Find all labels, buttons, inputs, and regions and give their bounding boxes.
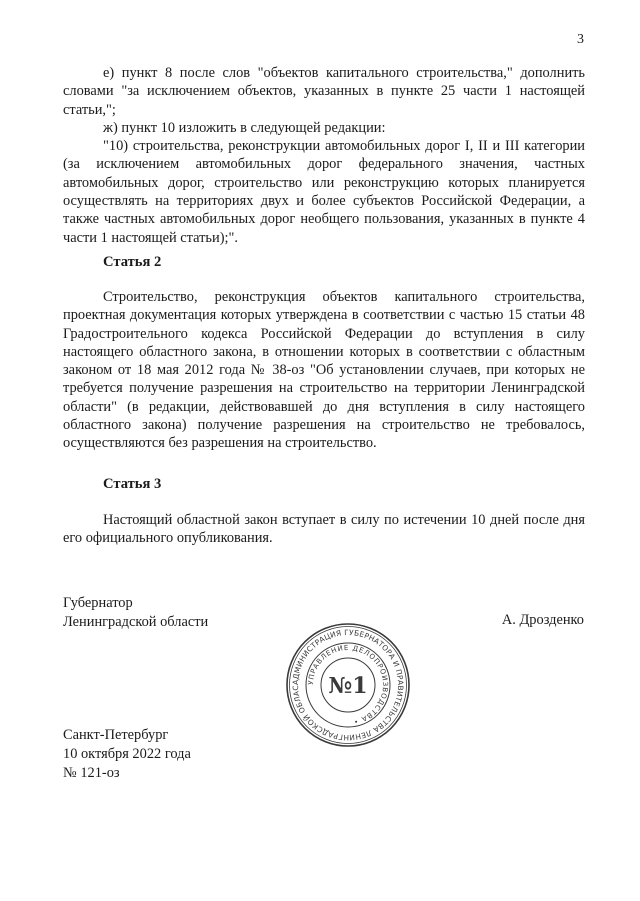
- amendment-zh-text: "10) строительства, реконструкции автомобильных дорог I, II и III категории (за исключением автомобильных дорог федерального значения, частных автомобильных дорог, строительство или реконструкцию которых планируется осуществлять на территориях двух и более субъектов Российской Федерации, а также частных автомобильных дорог необщего пользования, указанных в пункте 4 части 1 настоящей статьи);".: [63, 138, 585, 246]
- article-2-heading: Статья 2: [103, 254, 162, 270]
- amendments-text: [63, 64, 585, 247]
- amendment-e: е) пункт 8 после слов "объектов капитального строительства," дополнить словами "за исключением объектов, указанных в пункте 25 части 1 настоящей статьи,";: [63, 65, 585, 118]
- signatory-title-line1: Губернатор: [63, 595, 133, 611]
- official-seal-graphic: [285, 622, 411, 748]
- signatory-name: А. Дрозденко: [501, 612, 584, 628]
- official-seal: [285, 622, 411, 748]
- signatory-title: [63, 594, 208, 632]
- seal-number: №1: [328, 673, 368, 699]
- article-3-heading: Статья 3: [103, 476, 162, 492]
- footer-city: Санкт-Петербург: [63, 727, 169, 743]
- seal-outer-text: АДМИНИСТРАЦИЯ ГУБЕРНАТОРА И ПРАВИТЕЛЬСТВА ЛЕНИНГРАДСКОЙ ОБЛАС: [290, 627, 406, 743]
- amendment-zh: ж) пункт 10 изложить в следующей редакции:: [103, 119, 386, 136]
- article-3-text: Настоящий областной закон вступает в силу по истечении 10 дней после дня его официального опубликования.: [63, 512, 585, 547]
- footer-date: 10 октября 2022 года: [63, 746, 191, 762]
- page-number: 3: [577, 32, 584, 47]
- article-2-text: Строительство, реконструкция объектов капитального строительства, проектная документация которых утверждена в соответствии с частью 15 статьи 48 Градостроительного кодекса Российской Федерации до вступления в силу настоящего областного закона, в отношении которых в соответствии с областным законом от 18 мая 2012 года № 38-оз "Об установлении случаев, при которых не требуется получение разрешения на строительство на территории Ленинградской области" (в редакции, действовавшей до дня вступления в силу настоящего областного закона) получение разрешения на строительство не требовалось, осуществляются без разрешения на строительство.: [63, 289, 585, 452]
- seal-inner-text: УПРАВЛЕНИЕ ДЕЛОПРОИЗВОДСТВА •: [306, 643, 390, 726]
- document-footer: [63, 726, 191, 783]
- signatory-title-line2: Ленинградской области: [63, 614, 209, 630]
- footer-law-number: № 121-оз: [63, 765, 120, 781]
